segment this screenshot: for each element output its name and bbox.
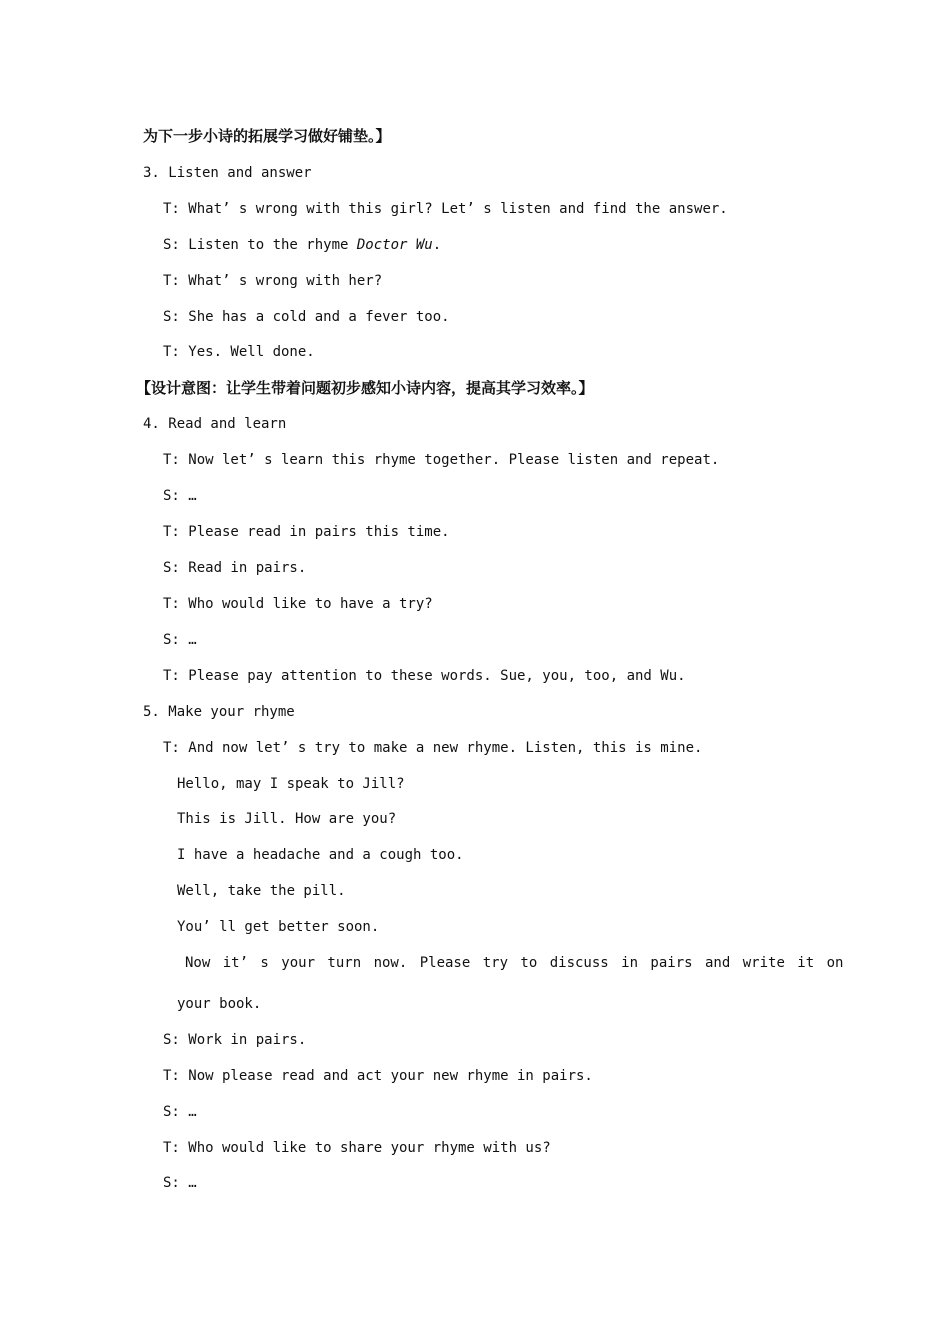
dialogue-line: T: Who would like to have a try? [163,596,433,612]
dialogue-text: S: Listen to the rhyme [163,237,357,253]
dialogue-line: T: Now please read and act your new rhyme in pairs. [163,1068,593,1084]
dialogue-line: T: And now let’ s try to make a new rhyme. Listen, this is mine. [163,740,703,756]
rhyme-line: Hello, may I speak to Jill? [177,776,405,792]
dialogue-line: T: What’ s wrong with this girl? Let’ s listen and find the answer. [163,201,728,217]
rhyme-line: I have a headache and a cough too. [177,847,464,863]
rhyme-line: Well, take the pill. [177,883,346,899]
dialogue-line: T: Please read in pairs this time. [163,524,450,540]
section-heading-read-learn: 4. Read and learn [143,416,287,432]
dialogue-line: S: … [163,1104,197,1120]
dialogue-line: S: … [163,1175,197,1191]
dialogue-line: T: Yes. Well done. [163,344,315,360]
dialogue-text: . [432,237,442,253]
section-heading-make-rhyme: 5. Make your rhyme [143,704,295,720]
rhyme-line: You’ ll get better soon. [177,919,380,935]
dialogue-line: Now it’ s your turn now. Please try to discuss in pairs and write it on [185,955,844,971]
dialogue-line: S: … [163,632,197,648]
rhyme-title: Doctor Wu [356,237,433,253]
dialogue-line: T: Please pay attention to these words. Sue, you, too, and Wu. [163,668,686,684]
design-note: 【设计意图：让学生带着问题初步感知小诗内容，提高其学习效率。】 [136,379,594,397]
design-note-end: 为下一步小诗的拓展学习做好铺垫。】 [143,127,391,145]
dialogue-line: S: She has a cold and a fever too. [163,309,450,325]
dialogue-line: T: What’ s wrong with her? [163,273,383,289]
dialogue-line: T: Who would like to share your rhyme with us? [163,1140,551,1156]
dialogue-line: your book. [177,996,262,1012]
dialogue-line: S: Work in pairs. [163,1032,307,1048]
dialogue-line: T: Now let’ s learn this rhyme together. Please listen and repeat. [163,452,720,468]
rhyme-line: This is Jill. How are you? [177,811,397,827]
section-heading-listen-answer: 3. Listen and answer [143,165,312,181]
dialogue-line: S: Read in pairs. [163,560,307,576]
dialogue-line: S: … [163,488,197,504]
dialogue-line [163,235,441,255]
